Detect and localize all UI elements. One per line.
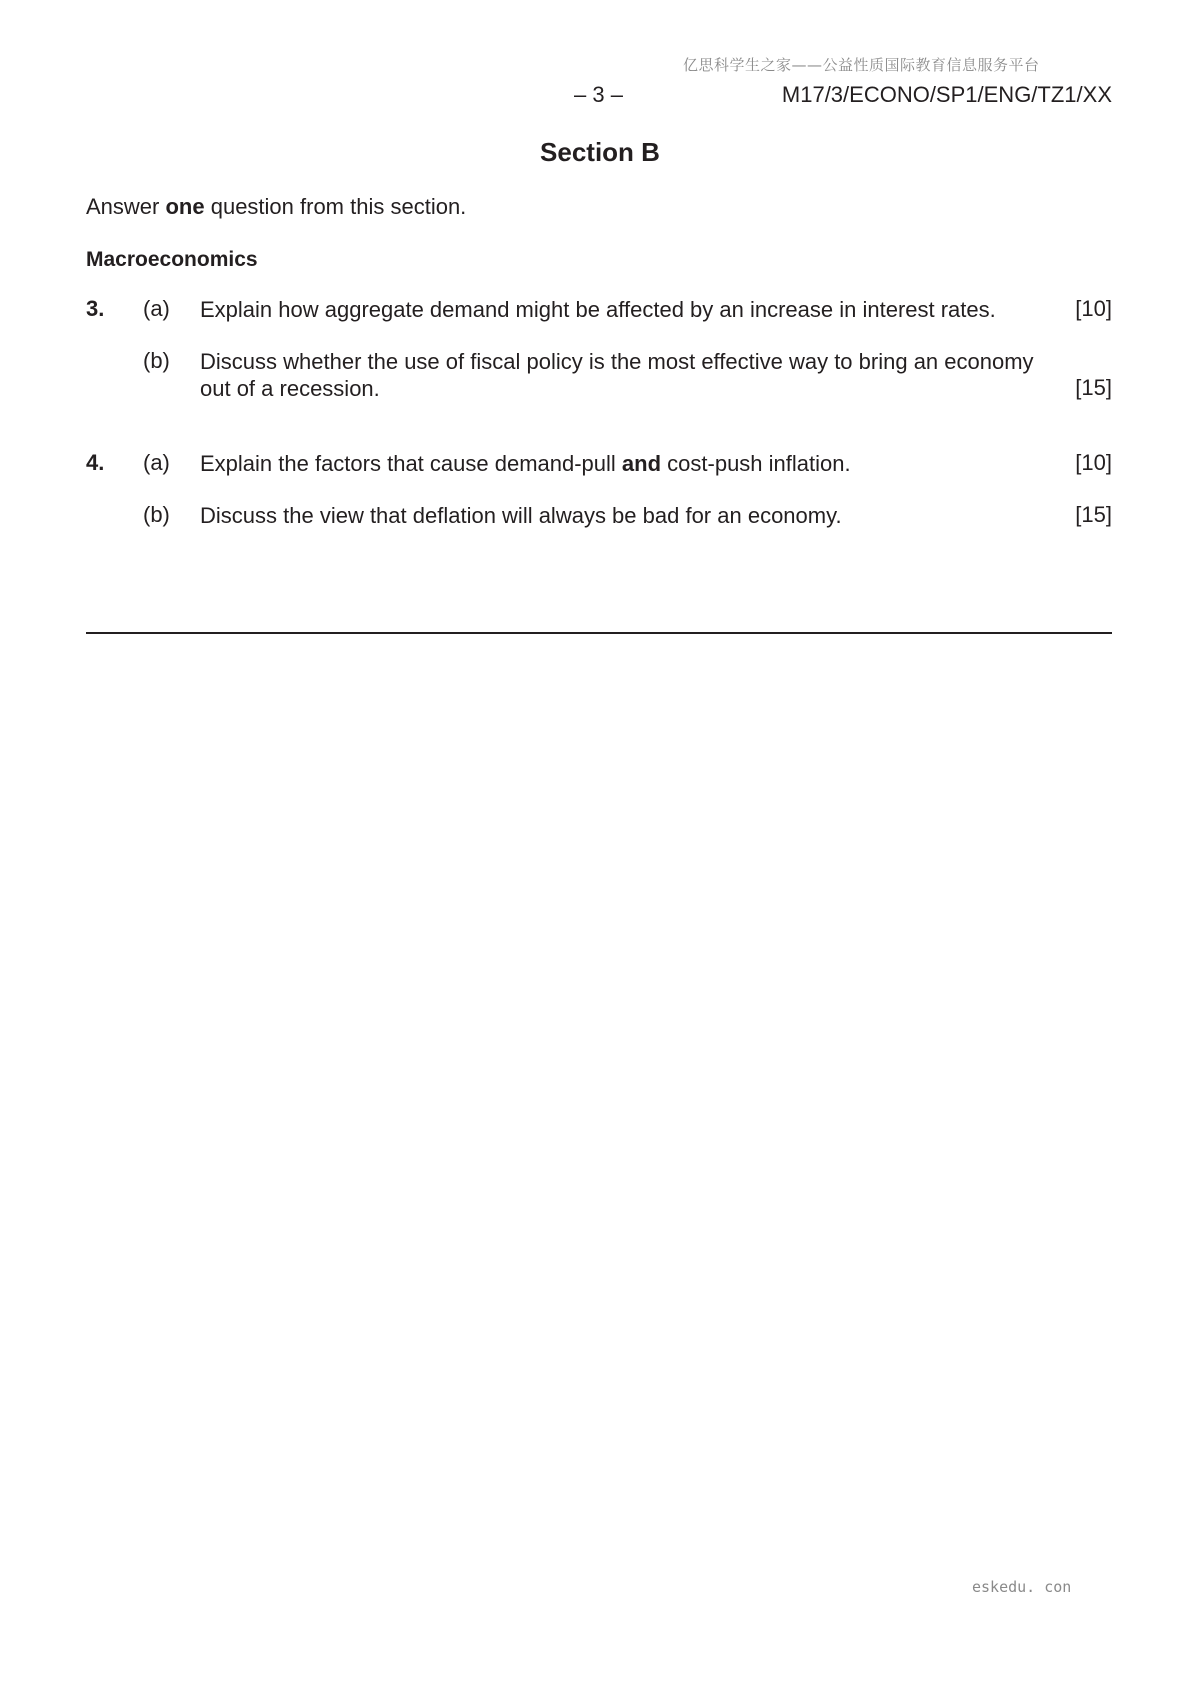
question-number-3: 3. [86, 296, 105, 321]
instruction-emphasis: one [165, 194, 205, 219]
question-4b-label: (b) [143, 502, 170, 527]
topic-heading: Macroeconomics [86, 248, 258, 271]
section-end-rule [86, 632, 1112, 634]
question-number-4: 4. [86, 450, 105, 475]
instruction-text [86, 194, 466, 220]
question-3a-label: (a) [143, 296, 170, 321]
instruction-after: question from this section. [204, 194, 467, 219]
page-number: – 3 – [574, 82, 623, 107]
question-3a-text: Explain how aggregate demand might be affected by an increase in interest rates. [200, 297, 996, 322]
question-3b-label: (b) [143, 348, 170, 373]
paper-code: M17/3/ECONO/SP1/ENG/TZ1/XX [781, 82, 1112, 107]
watermark-bottom: eskedu. con [972, 1578, 1072, 1596]
question-4a-text-before: Explain the factors that cause demand-pull [200, 451, 622, 476]
question-4a-text-after: cost-push inflation. [661, 451, 851, 476]
question-4b-marks: [15] [1075, 502, 1112, 527]
question-4a-text [200, 450, 1060, 477]
watermark-top: 亿思科学生之家——公益性质国际教育信息服务平台 [683, 56, 1040, 74]
question-4a-text-bold: and [621, 451, 662, 476]
question-4a-label: (a) [143, 450, 170, 475]
instruction-before: Answer [86, 194, 166, 219]
question-3a-marks: [10] [1075, 296, 1112, 321]
question-4b-text: Discuss the view that deflation will always be bad for an economy. [200, 503, 842, 528]
section-title: Section B [540, 137, 660, 167]
question-3b-text: Discuss whether the use of fiscal policy is the most effective way to bring an economy out of a recession. [200, 349, 1034, 401]
question-4a-marks: [10] [1075, 450, 1112, 475]
question-3b-marks: [15] [1075, 375, 1112, 400]
